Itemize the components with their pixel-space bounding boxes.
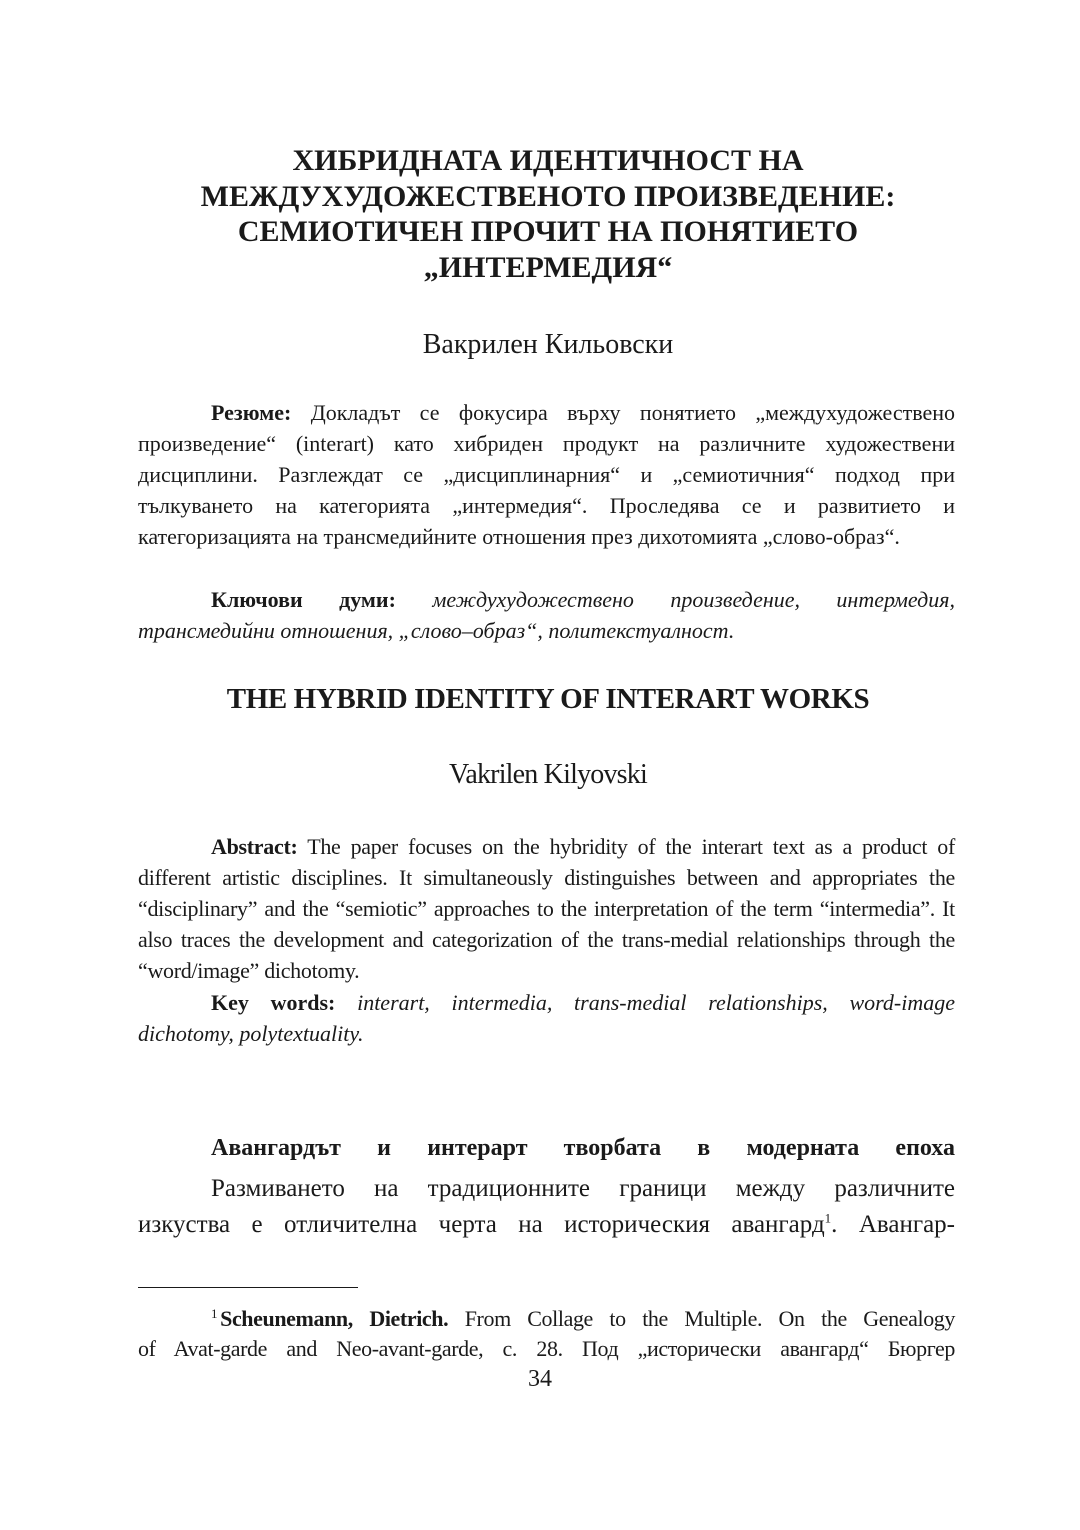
title-line: ХИБРИДНАТА ИДЕНТИЧНОСТ НА: [292, 144, 804, 177]
footnote-reference[interactable]: 1: [824, 1210, 832, 1226]
body-line: Размиването на традиционните граници между различните: [211, 1175, 955, 1202]
author-bulgarian: Вакрилен Кильовски: [422, 329, 674, 360]
abstract-bulgarian: [138, 397, 955, 552]
keywords-bulgarian: [138, 584, 955, 646]
title-line: „ИНТЕРМЕДИЯ“: [423, 250, 673, 284]
footnote-divider: [138, 1287, 358, 1288]
abstract-label: Abstract:: [211, 834, 298, 859]
title-line: МЕЖДУХУДОЖЕСТВЕНОТО ПРОИЗВЕДЕНИЕ:: [200, 179, 896, 213]
body-line-text: изкуства е отличителна черта на историческия авангард: [138, 1211, 825, 1238]
title-bulgarian: [138, 143, 958, 285]
body-line: [138, 1207, 955, 1243]
footnote-line: [138, 1304, 955, 1334]
title-english: THE HYBRID IDENTITY OF INTERART WORKS: [226, 683, 870, 715]
author-english: Vakrilen Kilyovski: [449, 759, 647, 790]
keywords-text: interart, intermedia, trans-medial relationships, word-image dichotomy, polytextuality.: [138, 990, 955, 1046]
page-number: 34: [528, 1366, 552, 1392]
abstract-text: The paper focuses on the hybridity of the interart text as a product of different artistic disciplines. It simultaneously distinguishes between and appropriates the “disciplinary” and the “semiotic” approaches to the interpretation of the term “intermedia”. It also traces the development and categorization of the trans-medial relationships through the “word/image” dichotomy.: [138, 834, 955, 983]
keywords-label: Key words:: [211, 990, 336, 1015]
keywords-english: [138, 987, 955, 1049]
body-paragraph: [138, 1171, 955, 1243]
footnote-marker: 1: [211, 1305, 218, 1321]
keywords-text: междухудожествено произведение, интермедия, трансмедийни отношения, „слово–образ“, политекстуалност.: [138, 587, 955, 643]
section-heading: Авангардът и интерарт творбата в модерната епоха: [211, 1135, 955, 1161]
footnote-author: Scheunemann, Dietrich.: [220, 1306, 449, 1331]
abstract-english: [138, 831, 955, 986]
keywords-label: Ключови думи:: [211, 587, 396, 612]
title-line: СЕМИОТИЧЕН ПРОЧИТ НА ПОНЯТИЕТО: [237, 215, 859, 248]
footnote: [138, 1304, 955, 1364]
abstract-label: Резюме:: [211, 400, 292, 425]
abstract-text: Докладът се фокусира върху понятието „междухудожествено произведение“ (interart) като хибриден продукт на различните художествени дисциплини. Разглеждат се „дисциплинарния“ и „семиотичния“ подход при тълкуването на категорията „интермедия“. Проследява се и развитието и категоризацията на трансмедийните отношения през дихотомията „слово-образ“.: [138, 400, 955, 549]
footnote-line: of Avat-garde and Neo-avant-garde, с. 28. Под „исторически авангард“ Бюргер: [138, 1336, 955, 1361]
body-line-text: . Авангар-: [831, 1211, 955, 1238]
footnote-text: From Collage to the Multiple. On the Genealogy: [448, 1306, 955, 1331]
